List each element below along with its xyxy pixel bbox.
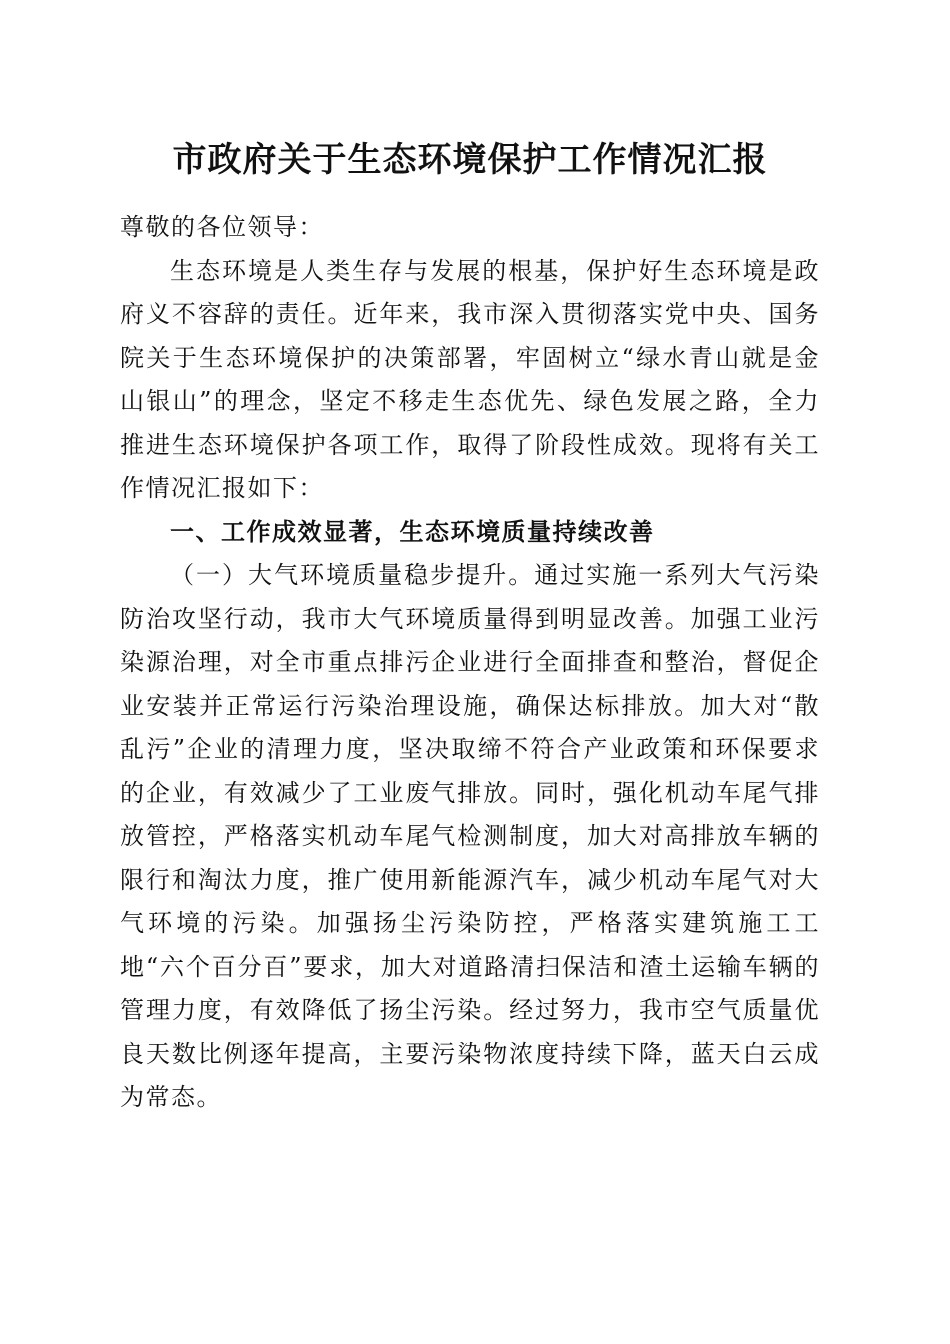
document-body (120, 206, 820, 1120)
salutation: 尊敬的各位领导： (120, 213, 324, 241)
section-paragraph: （一）大气环境质量稳步提升。通过实施一系列大气污染防治攻坚行动，我市大气环境质量得到明显改善。加强工业污染源治理，对全市重点排污企业进行全面排查和整治，督促企业安装并正常运行污染治理设施，确保达标排放。加大对“散乱污”企业的清理力度，坚决取缔不符合产业政策和环保要求的企业，有效减少了工业废气排放。同时，强化机动车尾气排放管控，严格落实机动车尾气检测制度，加大对高排放车辆的限行和淘汰力度，推广使用新能源汽车，减少机动车尾气对大气环境的污染。加强扬尘污染防控，严格落实建筑施工工地“六个百分百”要求，加大对道路清扫保洁和渣土运输车辆的管理力度，有效降低了扬尘污染。经过努力，我市空气质量优良天数比例逐年提高，主要污染物浓度持续下降，蓝天白云成为常态。 (120, 561, 820, 1111)
intro-paragraph: 生态环境是人类生存与发展的根基，保护好生态环境是政府义不容辞的责任。近年来，我市深入贯彻落实党中央、国务院关于生态环境保护的决策部署，牢固树立“绿水青山就是金山银山”的理念，坚定不移走生态优先、绿色发展之路，全力推进生态环境保护各项工作，取得了阶段性成效。现将有关工作情况汇报如下： (120, 256, 820, 502)
section-heading: 一、工作成效显著，生态环境质量持续改善 (170, 517, 655, 546)
document-title: 市政府关于生态环境保护工作情况汇报 (172, 140, 768, 180)
